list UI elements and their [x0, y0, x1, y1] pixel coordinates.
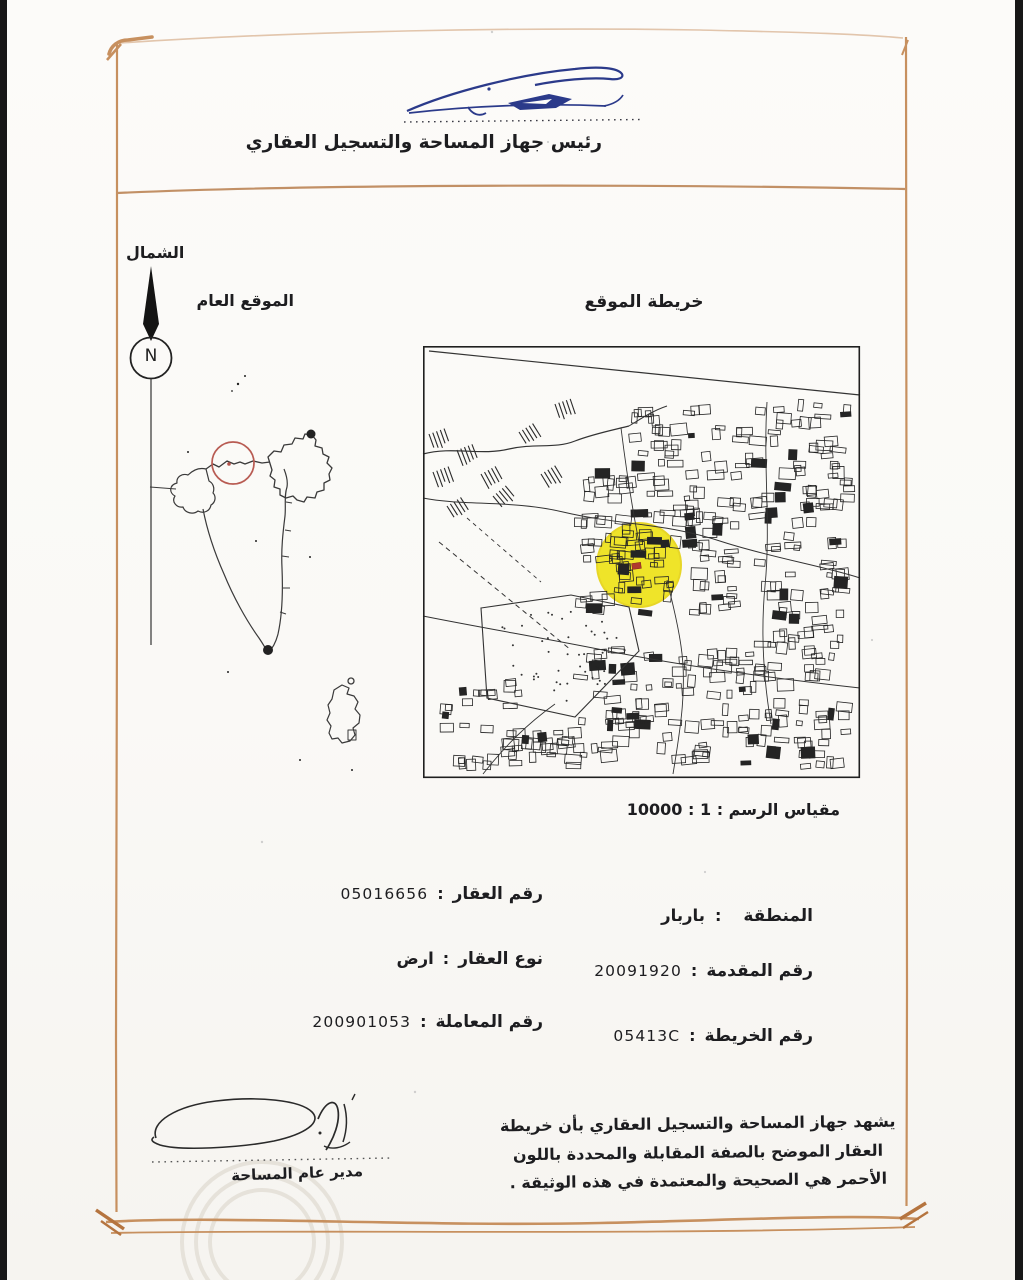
page-border-artwork [96, 29, 928, 1235]
separator-colon: : [437, 884, 444, 903]
certification-line: يشهد جهاز المساحة والتسجيل العقاري بأن خريطة [499, 1111, 896, 1136]
property-type-row [396, 949, 543, 970]
area-row [661, 906, 813, 927]
application-number-row [594, 961, 813, 982]
application-number-value: 20091920 [594, 962, 682, 980]
chief-title: رئيس جهاز المساحة والتسجيل العقاري [245, 132, 602, 153]
site-map-graphic [423, 347, 860, 778]
separator-colon: : [689, 1026, 696, 1045]
property-number-value: 05016656 [340, 885, 429, 903]
transaction-number-row [312, 1012, 543, 1033]
photo-edge-left [0, 0, 7, 1280]
transaction-number-label: رقم المعاملة [435, 1012, 543, 1032]
separator-colon: : [714, 906, 722, 925]
certification-line: الأحمر هي الصحيحة والمعتمدة في هذه الوثيقة . [509, 1168, 888, 1193]
map-scale: مقياس الرسم : 1 : 10000 [626, 800, 840, 819]
map-number-value: 05413C [613, 1027, 681, 1045]
general-location-title: الموقع العام [196, 291, 294, 310]
director-title: مدير عام المساحة [230, 1161, 364, 1185]
property-type-label: نوع العقار [458, 949, 543, 969]
compass-n-letter: N [144, 346, 158, 366]
red-parcel-marker [632, 562, 642, 569]
north-compass-graphic [131, 266, 172, 645]
property-type-value: ارض [396, 949, 434, 968]
grove-area-outline [481, 595, 639, 717]
application-number-label: رقم المقدمة [706, 961, 813, 981]
property-number-label: رقم العقار [452, 884, 543, 904]
area-label: المنطقة [743, 906, 813, 926]
chief-signature-dotted-line [404, 120, 640, 123]
director-signature-ink [152, 1094, 355, 1150]
north-label: الشمال [126, 243, 185, 262]
site-map-title: خريطة الموقع [584, 292, 704, 312]
map-number-label: رقم الخريطة [704, 1026, 813, 1046]
certification-text [497, 1108, 898, 1198]
chief-signature-ink [407, 68, 623, 115]
transaction-number-value: 200901053 [312, 1013, 412, 1031]
area-value: باربار [661, 906, 705, 925]
separator-colon: : [690, 961, 698, 980]
separator-colon: : [420, 1012, 427, 1031]
property-number-row [341, 884, 544, 905]
photo-edge-right [1015, 0, 1023, 1280]
bahrain-outline-map [150, 375, 360, 771]
separator-colon: : [442, 949, 450, 968]
map-number-row [613, 1026, 813, 1047]
certification-line: العقار الموضح بالصفة المقابلة والمحددة باللون [512, 1140, 884, 1164]
